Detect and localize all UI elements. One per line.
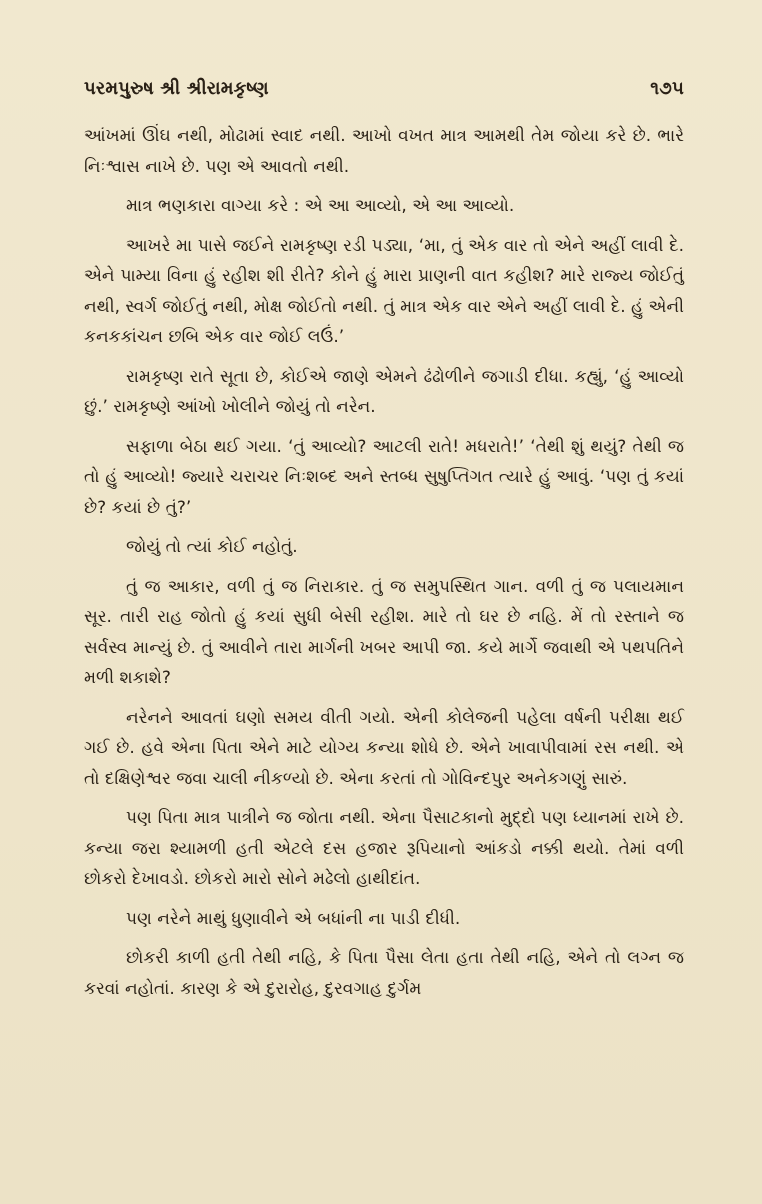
paragraph: પણ પિતા માત્ર પાત્રીને જ જોતા નથી. એના પૈસાટકાનો મુદ્દો પણ ધ્યાનમાં રાખે છે. કન્યા જરા શ્યામળી હતી એટલે દસ હજાર રૂપિયાનો આંકડો નક્કી થયો. તેમાં વળી છોકરો દેખાવડો. છોકરો મારો સોને મઢેલો હાથીદાંત. — [84, 808, 684, 889]
paragraph: માત્ર ભણકારા વાગ્યા કરે : એ આ આવ્યો, એ આ આવ્યો. — [126, 196, 515, 216]
running-title: પરમપુરુષ શ્રી શ્રીરામકૃષ્ણ — [84, 78, 269, 99]
paragraph: તું જ આકાર, વળી તું જ નિરાકાર. તું જ સમુપસ્થિત ગાન. વળી તું જ પલાયમાન સૂર. તારી રાહ જોતો હું કયાં સુધી બેસી રહીશ. મારે તો ઘર છે નહિ. મેં તો રસ્તાને જ સર્વસ્વ માન્યું છે. તું આવીને તારા માર્ગની ખબર આપી જા. કયે માર્ગે જવાથી એ પથપતિને મળી શકાશે? — [84, 576, 684, 688]
paragraph: સફાળા બેઠા થઈ ગયા. ‘તું આવ્યો? આટલી રાતે! મધરાતે!’ ‘તેથી શું થયું? તેથી જ તો હું આવ્યો! જ્યારે ચરાચર નિઃશબ્દ અને સ્તબ્ધ સુષુપ્તિગત ત્યારે હું આવું. ‘પણ તું કયાં છે? કયાં છે તું?’ — [84, 436, 684, 518]
paragraph: જોયું તો ત્યાં કોઈ નહોતું. — [126, 537, 298, 557]
paragraph: નરેનને આવતાં ઘણો સમય વીતી ગયો. એની કોલેજની પહેલા વર્ષની પરીક્ષા થઈ ગઈ છે. હવે એના પિતા એને માટે યોગ્ય કન્યા શોધે છે. એને ખાવાપીવામાં રસ નથી. એ તો દક્ષિણેશ્વર જવા ચાલી નીકળ્યો છે. એના કરતાં તો ગોવિન્દપુર અનેકગણું સારું. — [84, 707, 684, 789]
page-number: ૧૭૫ — [650, 78, 684, 99]
body-text — [84, 121, 684, 1004]
paragraph: પણ નરેને માથું ધુણાવીને એ બધાંની ના પાડી દીધી. — [126, 908, 461, 929]
paragraph: આખરે મા પાસે જઈને રામકૃષ્ણ રડી પડ્યા, ‘મા, તું એક વાર તો એને અહીં લાવી દે. એને પામ્યા વિના હું રહીશ શી રીતે? કોને હું મારા પ્રાણની વાત કહીશ? મારે રાજ્ય જોઈતું નથી, સ્વર્ગ જોઈતું નથી, મોક્ષ જોઈતો નથી. તું માત્ર એક વાર એને અહીં લાવી દે. હું એની કનકકાંચન છબિ એક વાર જોઈ લઉં.’ — [84, 235, 684, 347]
running-header — [84, 78, 684, 99]
paragraph: રામકૃષ્ણ રાતે સૂતા છે, કોઈએ જાણે એમને ઢંઢોળીને જગાડી દીધા. કહ્યું, ‘હું આવ્યો છું.’ રામકૃષ્ણે આંખો ખોલીને જોયું તો નરેન. — [84, 366, 684, 417]
paragraph: છોકરી કાળી હતી તેથી નહિ, કે પિતા પૈસા લેતા હતા તેથી નહિ, એને તો લગ્ન જ કરવાં નહોતાં. કારણ કે એ દુરારોહ, દુરવગાહ દુર્ગમ — [84, 948, 684, 999]
paragraph: આંખમાં ઊંઘ નથી, મોઢામાં સ્વાદ નથી. આખો વખત માત્ર આમથી તેમ જોયા કરે છે. ભારે નિઃશ્વાસ નાખે છે. પણ એ આવતો નથી. — [84, 126, 684, 177]
